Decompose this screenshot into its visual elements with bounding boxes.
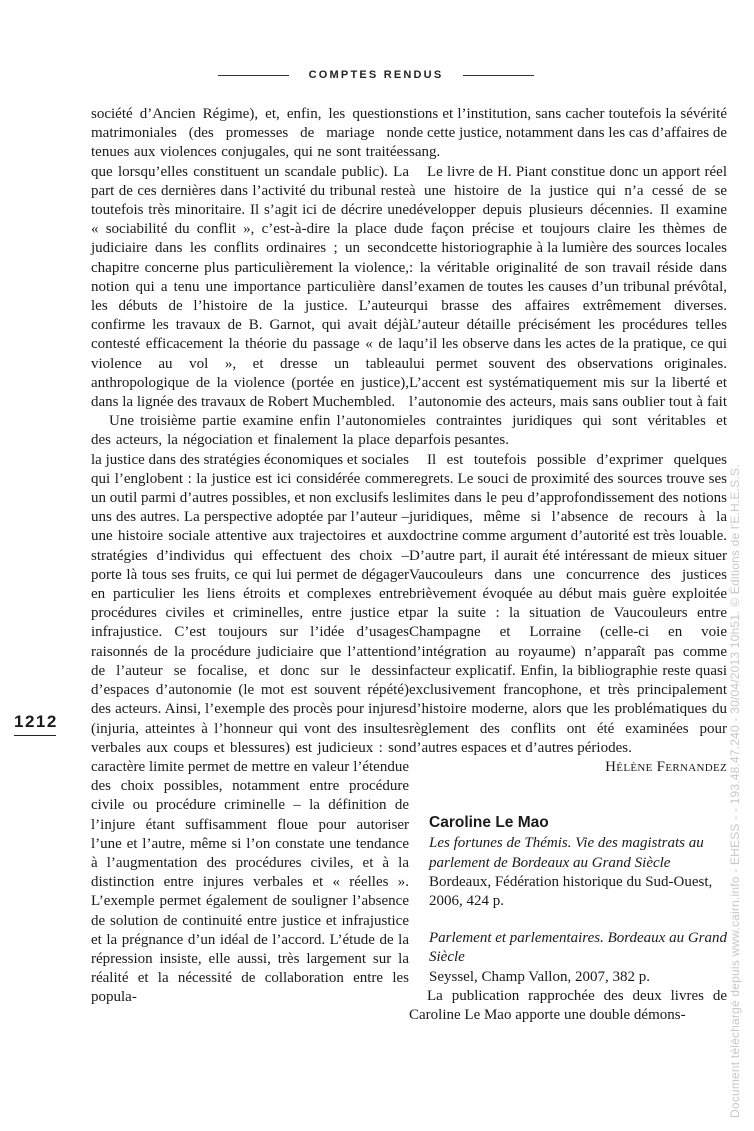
book-title: Les fortunes de Thémis. Vie des magistrats au parlement de Bordeaux au Grand Siècle — [429, 835, 704, 871]
reviewer-signature: Hélène Fernandez — [605, 758, 727, 775]
left-paragraph-2: Une troisième partie examine enfin l’autonomie des acteurs, la négociation et finalement la place de la justice dans des stratégies économiques et sociales qui l’englobent : la justice est ici considérée comme un outil parmi d’autres possibles, et non exclusifs les uns des autres. La perspective adoptée par l’auteur – une histoire sociale attentive aux trajectoires et aux stratégies d’individus qui effectuent des choix – porte là tous ses fruits, ce qui lui permet de dégager en particulier les liens étroits et complexes entre procédures civiles et criminelles, entre justice et infrajustice. C’est toujours sur l’idée d’usages raisonnés de la procédure judiciaire que l’attention de l’auteur se focalise, et donc sur le dessin d’espaces d’autonomie (le mot est souvent répété) des acteurs. Ainsi, l’exemple des procès pour injures (injuria, atteintes à l’honneur qui vont des insultes verbales aux coups et blessures) est judicieux : son caractère limite permet de mettre en valeur l’étendue des choix possibles, notamment entre procédure civile ou procédure criminelle – la définition de l’injure étant suffisamment floue pour autoriser l’une et l’autre, même si l’on constate une tendance à l’augmentation des procédures civiles, et à la distinction entre injures verbales et « réelles ». L’exemple permet également de souligner l’absence de solution de continuité entre justice et infrajustice et la prégnance d’un idéal de l’accord. L’étude de la répression insiste, elle aussi, très largement sur la réalité et la nécessité de collaboration entre les popula- — [91, 413, 409, 1006]
review-opening-paragraph: La publication rapprochée des deux livres de Caroline Le Mao apporte une double démons- — [409, 987, 727, 1023]
left-column — [91, 105, 409, 1008]
right-paragraph-1: tions et l’institution, sans cacher toutefois la sévérité de cette justice, notamment dans les cas d’affaires de sang. — [409, 106, 727, 161]
header-rule-left — [218, 75, 289, 76]
header-rule-right — [463, 75, 534, 76]
book-title: Parlement et parlementaires. Bordeaux au Grand Siècle — [429, 930, 728, 966]
reviewed-book-2 — [429, 929, 727, 987]
left-paragraph-1: société d’Ancien Régime), et, enfin, les questions matrimoniales (des promesses de mariage non tenues aux violences conjugales, qui ne sont traitées que lorsqu’elles constituent un scandale public). La part de ces dernières dans l’activité du tribunal reste toutefois très minoritaire. Il s’agit ici de décrire une « sociabilité du conflit », c’est-à-dire la place du judiciaire dans les conflits ordinaires ; un second chapitre concerne plus particulièrement la violence, notion qui a tenu une importance particulière dans les débuts de l’histoire de la justice. L’auteur confirme les travaux de B. Garnot, qui avait déjà contesté efficacement la théorie du passage « de la violence au vol », et dresse un tableau anthropologique de la violence (portée en justice), dans la lignée des travaux de Robert Muchembled. — [91, 106, 409, 411]
book-publisher: Bordeaux, Fédération historique du Sud-Ouest, 2006, 424 p. — [429, 873, 713, 909]
reviewed-author: Caroline Le Mao — [429, 814, 549, 832]
page-number: 1212 — [14, 712, 58, 731]
section-title: COMPTES RENDUS — [308, 69, 444, 81]
reviewed-book-1 — [429, 834, 727, 911]
running-header — [218, 69, 534, 81]
right-paragraph-2: Le livre de H. Piant constitue donc un apport réel à une histoire de la justice qui n’a cessé de se développer depuis plusieurs décennies. Il examine de façon précise et toujours claire les thèmes de cette historiographie à la lumière des sources locales : la véritable originalité de son travail réside dans l’examen de toutes les causes d’un tribunal prévôtal, qui brasse des affaires extrêmement diverses. L’auteur détaille précisément les procédures telles qu’il les observe dans les actes de la pratique, ce qui lui permet souvent des observations originales. L’accent est systématiquement mis sur la liberté et l’autonomie des acteurs, mais sans oublier tout à fait les contraintes juridiques qui sont véritables et parfois pesantes. — [409, 163, 727, 449]
right-paragraph-3: Il est toutefois possible d’exprimer quelques regrets. Le souci de proximité des sources trouve ses limites dans le peu d’approfondissement des notions juridiques, même si l’absence de recours à la doctrine comme argument d’autorité est très louable. D’autre part, il aurait été intéressant de mieux situer Vaucouleurs dans une concurrence des justices brièvement évoquée au début mais guère exploitée par la suite : la situation de Vaucouleurs entre Champagne et Lorraine (celle-ci en voie d’intégration au royaume) n’apparaît pas comme facteur explicatif. Enfin, la bibliographie reste quasi exclusivement francophone, et très principalement d’histoire moderne, alors que les problématiques du règlement des conflits ont été examinées pour d’autres espaces et d’autres périodes. — [409, 451, 727, 756]
next-review-header — [409, 813, 727, 987]
right-column — [409, 105, 727, 1025]
download-watermark: Document téléchargé depuis www.cairn.info - EHESS - - 193.48.47.240 - 30/04/2013 10h51. © Éditions de l'E.H.E.S.S. — [728, 464, 742, 1118]
book-publisher: Seyssel, Champ Vallon, 2007, 382 p. — [429, 968, 650, 985]
